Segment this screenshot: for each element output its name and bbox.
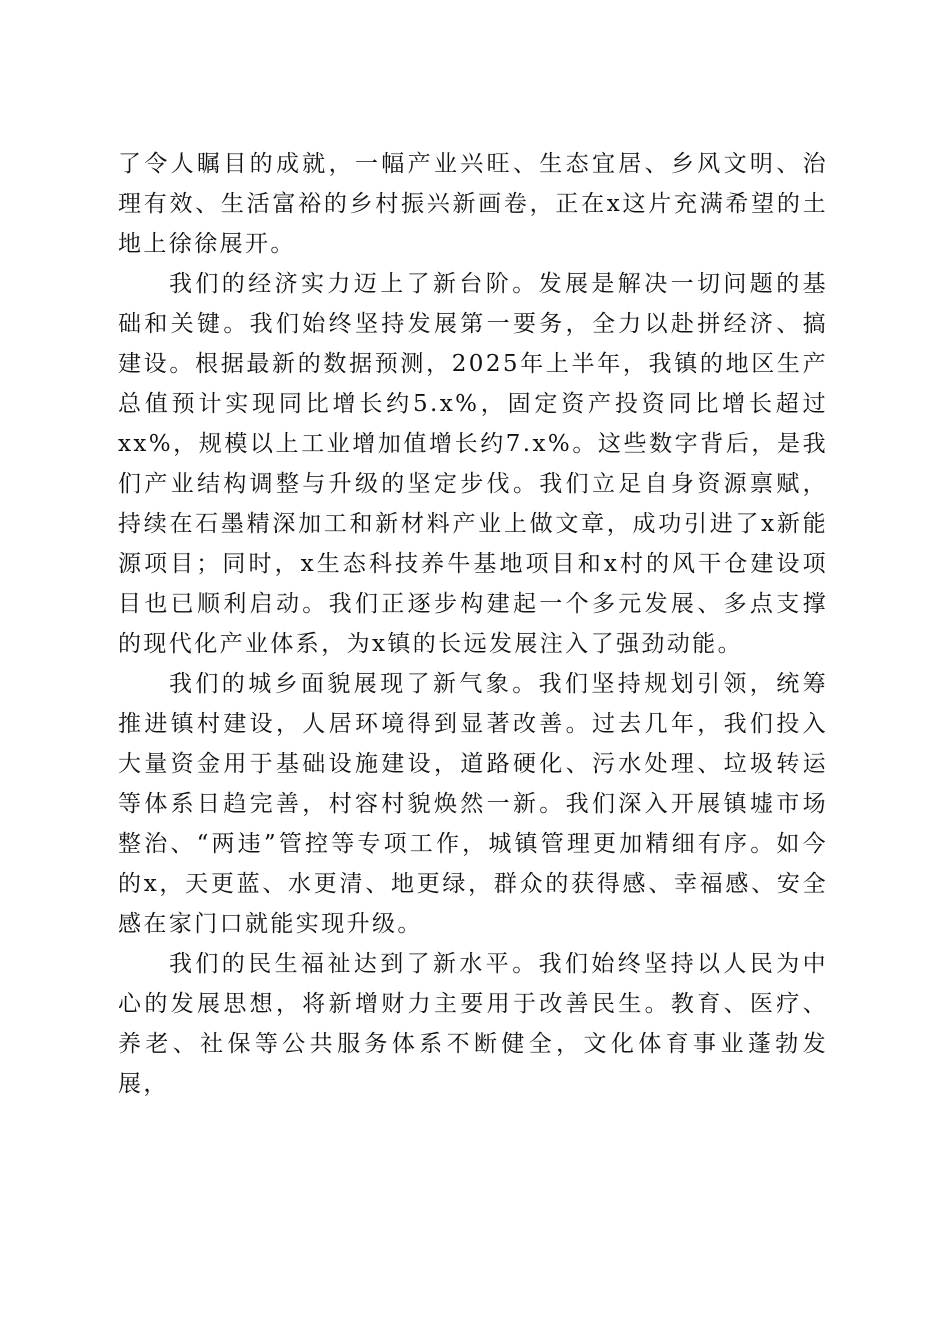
document-body (118, 144, 828, 1104)
paragraph-urban-rural: 我们的城乡面貌展现了新气象。我们坚持规划引领，统筹推进镇村建设，人居环境得到显著改善。过去几年，我们投入大量资金用于基础设施建设，道路硬化、污水处理、垃圾转运等体系日趋完善，村容村貌焕然一新。我们深入开展镇墟市场整治、“两违”管控等专项工作，城镇管理更加精细有序。如今的x，天更蓝、水更清、地更绿，群众的获得感、幸福感、安全感在家门口就能实现升级。 (118, 671, 828, 937)
paragraph-continuation: 了令人瞩目的成就，一幅产业兴旺、生态宜居、乡风文明、治理有效、生活富裕的乡村振兴新画卷，正在x这片充满希望的土地上徐徐展开。 (118, 151, 828, 257)
paragraph-economy: 我们的经济实力迈上了新台阶。发展是解决一切问题的基础和关键。我们始终坚持发展第一要务，全力以赴拼经济、搞建设。根据最新的数据预测，2025年上半年，我镇的地区生产总值预计实现同比增长约5.x%，固定资产投资同比增长超过xx%，规模以上工业增加值增长约7.x%。这些数字背后，是我们产业结构调整与升级的坚定步伐。我们立足自身资源禀赋，持续在石墨精深加工和新材料产业上做文章，成功引进了x新能源项目；同时，x生态科技养牛基地项目和x村的风干仓建设项目也已顺利启动。我们正逐步构建起一个多元发展、多点支撑的现代化产业体系，为x镇的长远发展注入了强劲动能。 (118, 271, 828, 657)
paragraph-livelihood: 我们的民生福祉达到了新水平。我们始终坚持以人民为中心的发展思想，将新增财力主要用于改善民生。教育、医疗、养老、社保等公共服务体系不断健全，文化体育事业蓬勃发展， (118, 951, 828, 1097)
